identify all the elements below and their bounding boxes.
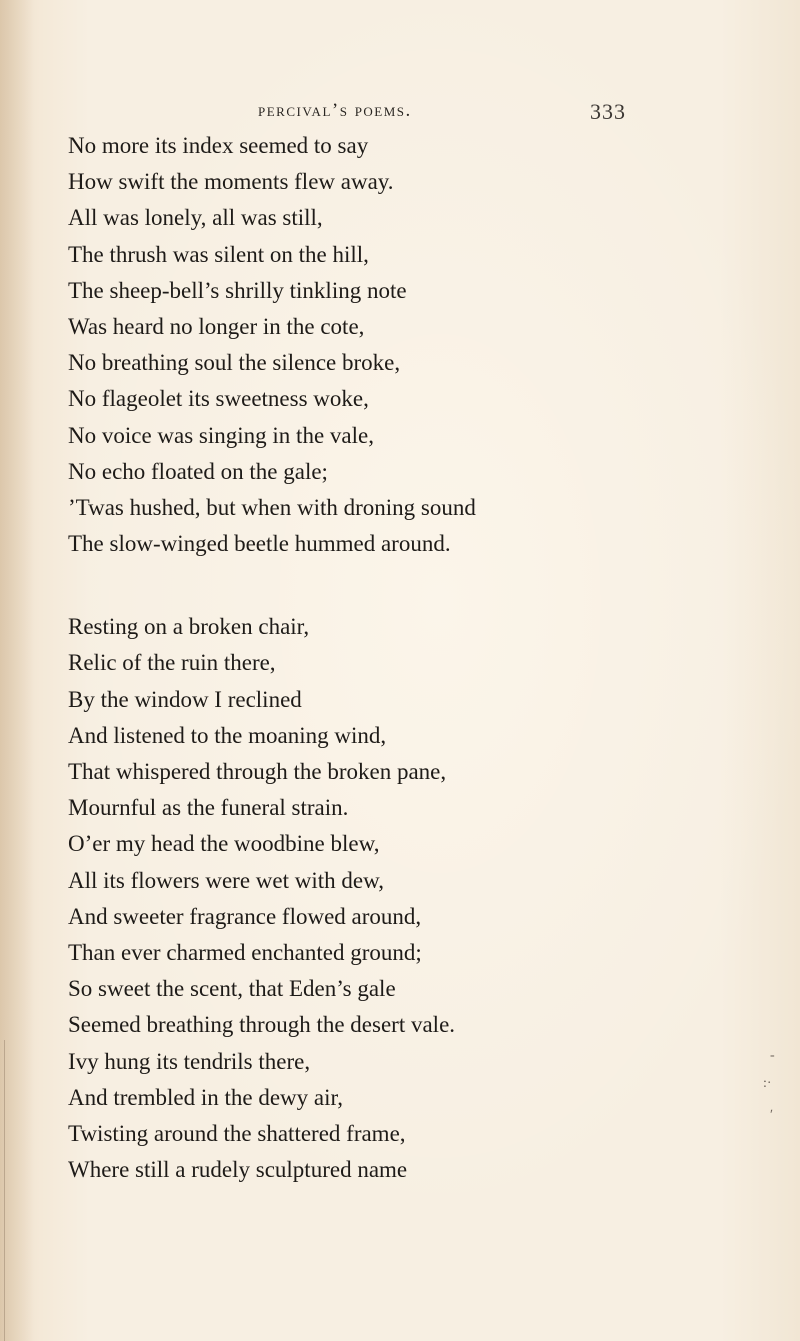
poem-line: Than ever charmed enchanted ground; xyxy=(68,939,422,965)
poem-line: That whispered through the broken pane, xyxy=(68,759,447,784)
poem-line: O’er my head the woodbine blew, xyxy=(68,831,380,857)
poem-line: No more its index seemed to say xyxy=(68,133,369,158)
margin-speck: ʹ xyxy=(770,1108,774,1123)
poem-line: No breathing soul the silence broke, xyxy=(68,350,401,376)
poem-line: All was lonely, all was still, xyxy=(68,205,323,231)
poem-line: Where still a rudely sculptured name xyxy=(68,1157,408,1183)
poem-line: All its flowers were wet with dew, xyxy=(68,867,384,893)
poem-line: No echo floated on the gale; xyxy=(68,458,328,484)
poem-line: Seemed breathing through the desert vale. xyxy=(68,1012,456,1038)
poem-line: So sweet the scent, that Eden’s gale xyxy=(68,976,396,1002)
margin-speck: :· xyxy=(763,1076,772,1091)
poem-line: Ivy hung its tendrils there, xyxy=(68,1048,311,1074)
poem-line: Resting on a broken chair, xyxy=(68,614,310,640)
poem-line: Relic of the ruin there, xyxy=(68,650,276,676)
running-head: percival’s poems. xyxy=(258,100,412,121)
binding-edge xyxy=(4,1040,5,1341)
poem-line: Twisting around the shattered frame, xyxy=(68,1120,406,1146)
poem-line: And listened to the moaning wind, xyxy=(68,722,387,748)
stanza-2 xyxy=(68,609,628,1188)
poem-line: And sweeter fragrance flowed around, xyxy=(68,903,422,929)
page-number: 333 xyxy=(590,99,626,124)
poem-line: No flageolet its sweetness woke, xyxy=(68,386,369,412)
poem-line: Was heard no longer in the cote, xyxy=(68,313,365,339)
poem-line: Mournful as the funeral strain. xyxy=(68,795,349,821)
margin-speck: - xyxy=(770,1048,775,1063)
stanza-break xyxy=(68,562,628,609)
poem-line: No voice was singing in the vale, xyxy=(68,422,374,448)
poem-line: By the window I reclined xyxy=(68,686,302,712)
page-gutter-shadow xyxy=(0,0,34,1341)
poem-line: The thrush was silent on the hill, xyxy=(68,241,369,267)
poem-line: The slow-winged beetle hummed around. xyxy=(68,531,451,557)
poem-line: The sheep-bell’s shrilly tinkling note xyxy=(68,277,407,303)
poem-text xyxy=(68,128,628,1188)
poem-line: ’Twas hushed, but when with droning sound xyxy=(68,494,476,520)
stanza-1 xyxy=(68,128,628,562)
poem-line: And trembled in the dewy air, xyxy=(68,1084,344,1110)
poem-line: How swift the moments flew away. xyxy=(68,169,394,195)
